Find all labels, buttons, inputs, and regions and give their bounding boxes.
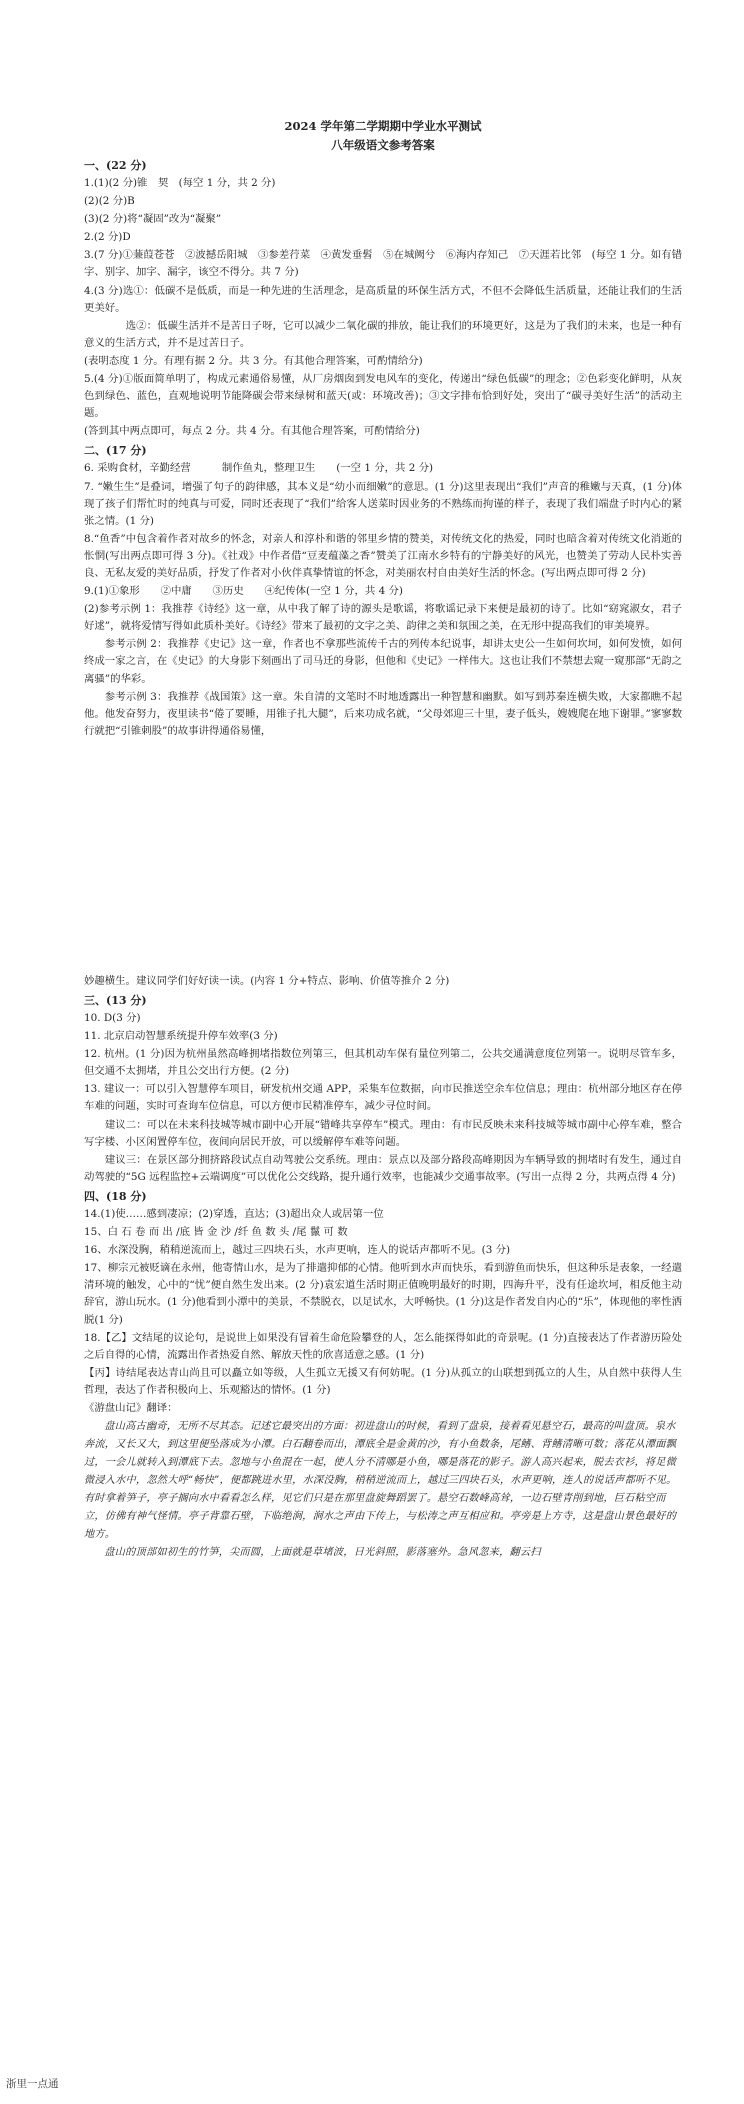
- answer-line: 11. 北京启动智慧系统提升停车效率(3 分): [84, 1030, 278, 1043]
- answer-line: 18.【乙】文结尾的议论句，是说世上如果没有冒着生命危险攀登的人，怎么能探得如此的奇景呢。(1 分)直接表达了作者游历险处之后自得的心情，流露出作者热爱自然、解放天性的欣喜适意之感。(1 分): [84, 1331, 682, 1361]
- footer-watermark: 浙里一点通: [6, 2078, 59, 2090]
- answer-line: 15、白 石 卷 而 出 /底 皆 金 沙 /纤 鱼 数 头 /尾 鬣 可 数: [84, 1226, 348, 1239]
- answer-line: (答到其中两点即可，每点 2 分。共 4 分。有其他合理答案，可酌情给分): [84, 425, 420, 438]
- answer-line: 6. 采购食材，辛勤经营 制作鱼丸，整理卫生 (一空 1 分，共 2 分): [84, 462, 434, 475]
- section-heading: 三、(13 分): [84, 994, 147, 1007]
- answer-line: 1.(1)(2 分)锥 契 (每空 1 分，共 2 分): [84, 177, 276, 189]
- answer-sheet: [84, 118, 682, 1562]
- answer-line: 建议三：在景区部分拥挤路段试点自动驾驶公交系统。理由：景点以及部分路段高峰期因为车辆导致的拥堵时有发生，通过自动驾驶的“5G 远程监控+云端调度”可以优化公交线路，提升通行效率，也能减少交通事故率。(写出一点得 2 分，共两点得 4 分): [84, 1153, 682, 1183]
- answer-line: (表明态度 1 分。有理有据 2 分。共 3 分。有其他合理答案，可酌情给分): [84, 354, 423, 367]
- answer-line: (2)参考示例 1：我推荐《诗经》这一章，从中我了解了诗的源头是歌谣，将歌谣记录下来便是最初的诗了。比如“窈窕淑女，君子好逑”，就将爱情写得如此质朴美好。《诗经》带来了最初的文字之美、韵律之美和氛围之美，在无形中提高我们的审美境界。: [84, 603, 682, 633]
- section-heading: 二、(17 分): [84, 444, 147, 458]
- translation-paragraph: 盘山的顶部如初生的竹笋，尖而圆，上面就是草堵波，日光斜照，影落塞外。急风忽来，翻云扫: [104, 1547, 541, 1559]
- blank-space: [84, 741, 682, 973]
- answer-line: (2)(2 分)B: [84, 195, 135, 208]
- page-title: 2024 学年第二学期期中学业水平测试: [284, 119, 482, 133]
- answer-line: 建议二：可以在未来科技城等城市副中心开展“错峰共享停车”模式。理由：有市民反映未来科技城等城市副中心停车难，整合写字楼、小区闲置停车位，夜间向居民开放，可以缓解停车难等问题。: [84, 1118, 682, 1148]
- answer-line: 12. 杭州。(1 分)因为杭州虽然高峰拥堵指数位列第三，但其机动车保有量位列第二，公共交通满意度位列第一。说明尽管车多，但交通不太拥堵，并且公交出行方便。(2 分): [84, 1048, 682, 1078]
- answer-line: 4.(3 分)选①：低碳不是低质，而是一种先进的生活理念，是高质量的环保生活方式，不但不会降低生活质量，还能让我们的生活更美好。: [84, 284, 682, 314]
- answer-line: 7. “嫩生生”是叠词，增强了句子的韵律感，其本义是“幼小而细嫩”的意思。(1 分)这里表现出“我们”声音的稚嫩与天真，(1 分)体现了孩子们帮忙时的纯真与可爱，同时还表现了“我们”给客人送菜时因业务的不熟练而拘谨的样子，表现了我们端盘子时内心的紧张之情。(1 分): [84, 480, 682, 527]
- answer-line: 9.(1)①象形 ②中庸 ③历史 ④纪传体(一空 1 分，共 4 分): [84, 585, 403, 598]
- page-subtitle: 八年级语文参考答案: [331, 138, 435, 152]
- answer-line: 14.(1)使……感到凄凉；(2)穿透，直达；(3)超出众人或居第一位: [84, 1207, 384, 1220]
- answer-line: 16、水深没胸，稍稍逆流而上，越过三四块石头，水声更响，连人的说话声都听不见。(3 分): [84, 1244, 511, 1257]
- answer-line: 17、柳宗元被贬谪在永州，他寄情山水，是为了排遣抑郁的心情。他听到水声而快乐，看到游鱼而快乐，但这种乐是表象，一经遣清环境的触发，心中的“忧”便自然生发出来。(2 分)袁宏道生活时期正值晚明最好的时期，四海升平，没有任途坎坷，相反他主动辞官，游山玩水。(1 分)他看到小潭中的美景，不禁脱衣，以足试水，大呼畅快。(1 分)这是作者发自内心的“乐”，体现他的率性洒脱(1 分): [84, 1262, 682, 1326]
- translation-paragraph: 盘山高古幽奇，无所不尽其态。记述它最突出的方面：初进盘山的时候，看到了盘泉，接着看见悬空石，最高的叫盘顶。泉水奔流，又长又大，到这里便坠落成为小潭。白石翻卷而出，潭底全是金黄的沙，有小鱼数条，尾鳍、背鳍清晰可数；落花从潭面飘过，一会儿就转入到潭底下去。忽地与小鱼混在一起，使人分不清哪是小鱼，哪是落花的影子。游人高兴起来，脱去衣衫，将足微微浸入水中，忽然大呼“畅快”，便都跳进水里，水深没胸，稍稍逆流而上，越过三四块石头，水声更响，连人的说话声都听不见。有时拿着笋子，亭子搁向水中看看怎么样，见它们只是在那里盘旋舞蹈罢了。悬空石数峰高耸，一边石壁青削到地，巨石粘空而立，仿佛有神气怪情。亭子背靠石壁，下临绝涧，涧水之声由下传上，与松涛之声互相应和。亭旁是上方寺，这是盘山景色最好的地方。: [84, 1421, 677, 1541]
- answer-line: 妙趣横生。建议同学们好好读一读。(内容 1 分+特点、影响、价值等推介 2 分): [84, 974, 450, 987]
- answer-line: 13. 建议一：可以引入智慧停车项目，研发杭州交通 APP，采集车位数据，向市民推送空余车位信息；理由：杭州部分地区存在停车难的问题，实时可查询车位信息，可以方便市民精准停车，减少寻位时间。: [84, 1083, 682, 1113]
- section-heading: 一、(22 分): [84, 159, 147, 172]
- answer-line: 【丙】诗结尾表达青山尚且可以矗立如等级，人生孤立无援又有何妨呢。(1 分)从孤立的山联想到孤立的人生，从自然中获得人生哲理，表达了作者积极向上、乐观豁达的情怀。(1 分): [84, 1366, 682, 1396]
- answer-line: 选②：低碳生活并不是苦日子呀，它可以减少二氧化碳的排放，能让我们的环境更好，这是为了我们的未来，也是一种有意义的生活方式，并不是过苦日子。: [84, 319, 682, 349]
- answer-line: 3.(7 分)①蒹葭苍苍 ②波撼岳阳城 ③参差荇菜 ④黄发垂髫 ⑤在城阙兮 ⑥海内存知己 ⑦天涯若比邻 (每空 1 分。如有错字、别字、加字、漏字，该空不得分。共 7 分): [84, 249, 682, 279]
- answer-line: (3)(2 分)将“凝固”改为“凝聚”: [84, 213, 222, 226]
- answer-line: 10. D(3 分): [84, 1012, 141, 1024]
- answer-line: 2.(2 分)D: [84, 231, 131, 244]
- section-heading: 四、(18 分): [84, 1189, 147, 1203]
- answer-line: 8.“鱼香”中包含着作者对故乡的怀念，对亲人和淳朴和谐的邻里乡情的赞美，对传统文化的热爱，同时也暗含着对传统文化消逝的怅惘(写出两点即可得 3 分)。《社戏》中作者借“豆麦蕴藻之香”赞美了江南水乡特有的宁静美好的风光，也赞美了劳动人民朴实善良、无私友爱的美好品质，抒发了作者对小伙伴真挚情谊的怀念，对美丽农村自由美好生活的怀念。(写出两点即可得 2 分): [84, 532, 682, 579]
- answer-line: 5.(4 分)①版面简单明了，构成元素通俗易懂，从厂房烟囱到发电风车的变化，传递出“绿色低碳”的理念；②色彩变化鲜明，从灰色到绿色、蓝色，直观地说明节能降碳会带来绿树和蓝天(或：环境改善)；③文字排布恰到好处，突出了“碳寻美好生活”的活动主题。: [84, 373, 682, 420]
- answer-line: 参考示例 2：我推荐《史记》这一章，作者也不拿那些流传千古的列传本纪说事，却讲太史公一生如何坎坷，如何发愤，如何终成一家之言，在《史记》的大身影下刻画出了司马迁的身影，但他和《史记》一样伟大。这也让我们不禁想去窥一窥那部“无韵之离骚”的华彩。: [84, 638, 682, 685]
- answer-line: 《游盘山记》翻译：: [84, 1401, 178, 1414]
- answer-line: 参考示例 3：我推荐《战国策》这一章。朱自清的文笔时不时地透露出一种智慧和幽默。如写到苏秦连横失败，大家都瞧不起他。他发奋努力，夜里读书“倦了要睡，用锥子扎大腿”，后来功成名就，“父母郊迎三十里，妻子低头，嫂嫂爬在地下谢罪。”寥寥数行就把“引锥刺股”的故事讲得通俗易懂，: [84, 690, 682, 737]
